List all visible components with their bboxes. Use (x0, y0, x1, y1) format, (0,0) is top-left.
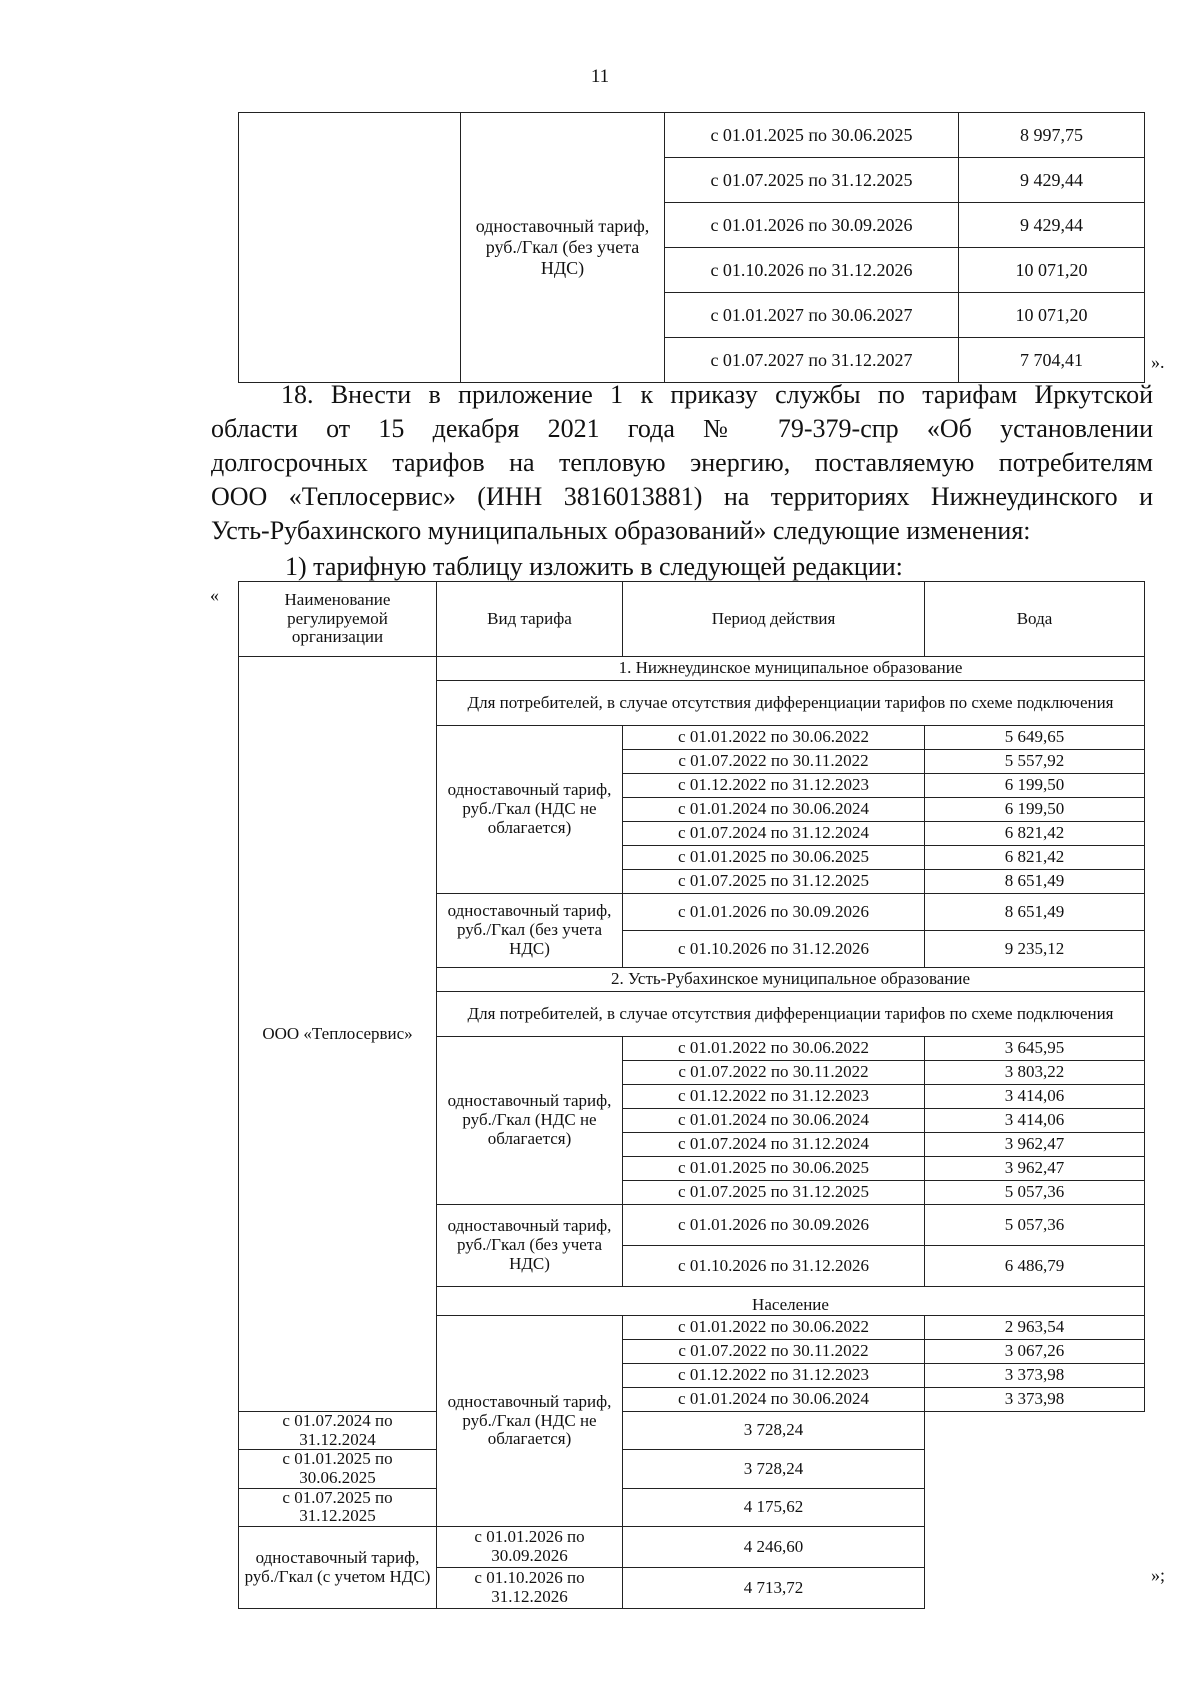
period-cell: с 01.01.2022 по 30.06.2022 (623, 1037, 925, 1061)
period-cell: с 01.10.2026 по 31.12.2026 (623, 1246, 925, 1287)
section-title: 2. Усть-Рубахинское муниципальное образование (437, 968, 1145, 992)
tariff-type-cell: одноставочный тариф, руб./Гкал (НДС не облагается) (437, 726, 623, 894)
value-cell: 5 057,36 (925, 1181, 1145, 1205)
opening-quote: « (210, 585, 219, 605)
section-subtitle: Для потребителей, в случае отсутствия дифференциации тарифов по схеме подключения (437, 992, 1145, 1037)
section-subtitle: Для потребителей, в случае отсутствия дифференциации тарифов по схеме подключения (437, 681, 1145, 726)
period-cell: с 01.07.2025 по 31.12.2025 (623, 1181, 925, 1205)
tariff-table-continued (238, 112, 1145, 383)
value-cell: 8 651,49 (925, 894, 1145, 931)
value-cell: 6 486,79 (925, 1246, 1145, 1287)
table-row (239, 1450, 1145, 1488)
value-cell: 4 713,72 (623, 1568, 925, 1609)
value-cell: 3 962,47 (925, 1133, 1145, 1157)
section-title: Население (437, 1287, 1145, 1316)
value-cell: 3 803,22 (925, 1061, 1145, 1085)
period-cell: с 01.01.2026 по 30.09.2026 (623, 894, 925, 931)
period-cell: с 01.01.2024 по 30.06.2024 (623, 1109, 925, 1133)
tariff-type-cell: одноставочный тариф, руб./Гкал (без учета НДС) (437, 1205, 623, 1287)
value-cell: 3 414,06 (925, 1109, 1145, 1133)
period-cell: с 01.07.2025 по 31.12.2025 (623, 870, 925, 894)
period-cell: с 01.01.2026 по 30.09.2026 (665, 203, 959, 248)
tariff-table (238, 581, 1145, 1609)
period-cell: с 01.07.2024 по 31.12.2024 (623, 1133, 925, 1157)
organization-cell: ООО «Теплосервис» (239, 657, 437, 1412)
value-cell: 4 246,60 (623, 1527, 925, 1568)
period-cell: с 01.01.2025 по 30.06.2025 (239, 1450, 437, 1488)
period-cell: с 01.01.2026 по 30.09.2026 (437, 1527, 623, 1568)
paragraph-line: ООО «Теплосервис» (ИНН 3816013881) на территориях Нижнеудинского и (211, 482, 1153, 511)
period-cell: с 01.10.2026 по 31.12.2026 (665, 248, 959, 293)
period-cell: с 01.07.2022 по 30.11.2022 (623, 1061, 925, 1085)
tariff-type-cell: одноставочный тариф, руб./Гкал (НДС не облагается) (437, 1037, 623, 1205)
tariff-type-cell: одноставочный тариф, руб./Гкал (с учетом НДС) (239, 1527, 437, 1609)
period-cell: с 01.01.2022 по 30.06.2022 (623, 726, 925, 750)
table-row (239, 1412, 1145, 1450)
closing-quote: »; (1151, 1565, 1166, 1585)
period-cell: с 01.01.2027 по 30.06.2027 (665, 293, 959, 338)
value-cell: 10 071,20 (959, 293, 1145, 338)
period-cell: с 01.01.2022 по 30.06.2022 (623, 1316, 925, 1340)
period-cell: с 01.07.2022 по 30.11.2022 (623, 1340, 925, 1364)
header-row (239, 582, 1145, 657)
table1-body (239, 113, 1145, 383)
header-period: Период действия (623, 582, 925, 657)
header-org: Наименование регулируемой организации (239, 582, 437, 657)
value-cell: 9 429,44 (959, 203, 1145, 248)
period-cell: с 01.01.2024 по 30.06.2024 (623, 1388, 925, 1412)
value-cell: 8 651,49 (925, 870, 1145, 894)
value-cell: 3 645,95 (925, 1037, 1145, 1061)
paragraph-line: области от 15 декабря 2021 года № 79-379-спр «Об установлении (211, 414, 1153, 443)
header-water: Вода (925, 582, 1145, 657)
value-cell: 4 175,62 (623, 1488, 925, 1526)
subitem-text: 1) тарифную таблицу изложить в следующей редакции: (285, 552, 903, 581)
period-cell: с 01.01.2026 по 30.09.2026 (623, 1205, 925, 1246)
value-cell: 5 057,36 (925, 1205, 1145, 1246)
period-cell: с 01.07.2024 по 31.12.2024 (623, 822, 925, 846)
period-cell: с 01.12.2022 по 31.12.2023 (623, 774, 925, 798)
section-title: 1. Нижнеудинское муниципальное образование (437, 657, 1145, 681)
value-cell: 6 821,42 (925, 846, 1145, 870)
value-cell: 6 821,42 (925, 822, 1145, 846)
value-cell: 5 557,92 (925, 750, 1145, 774)
value-cell: 3 414,06 (925, 1085, 1145, 1109)
value-cell: 3 728,24 (623, 1412, 925, 1450)
period-cell: с 01.07.2025 по 31.12.2025 (239, 1488, 437, 1526)
period-cell: с 01.07.2025 по 31.12.2025 (665, 158, 959, 203)
paragraph-line: Усть-Рубахинского муниципальных образований» следующие изменения: (211, 516, 1031, 545)
value-cell: 8 997,75 (959, 113, 1145, 158)
period-cell: с 01.12.2022 по 31.12.2023 (623, 1364, 925, 1388)
tariff-type-cell: одноставочный тариф, руб./Гкал (НДС не облагается) (437, 1316, 623, 1527)
page-number: 11 (590, 66, 610, 87)
header-tariff-type: Вид тарифа (437, 582, 623, 657)
paragraph-line: 18. Внести в приложение 1 к приказу службы по тарифам Иркутской (281, 380, 1153, 409)
period-cell: с 01.12.2022 по 31.12.2023 (623, 1085, 925, 1109)
tariff-type-cell: одноставочный тариф, руб./Гкал (без учета НДС) (461, 113, 665, 383)
value-cell: 3 728,24 (623, 1450, 925, 1488)
value-cell: 3 962,47 (925, 1157, 1145, 1181)
value-cell: 5 649,65 (925, 726, 1145, 750)
period-cell: с 01.10.2026 по 31.12.2026 (623, 931, 925, 968)
tariff-type-cell: одноставочный тариф, руб./Гкал (без учета НДС) (437, 894, 623, 968)
value-cell: 3 373,98 (925, 1364, 1145, 1388)
closing-quote: ». (1151, 352, 1165, 372)
value-cell: 7 704,41 (959, 338, 1145, 383)
value-cell: 6 199,50 (925, 774, 1145, 798)
period-cell: с 01.07.2027 по 31.12.2027 (665, 338, 959, 383)
value-cell: 3 067,26 (925, 1340, 1145, 1364)
period-cell: с 01.07.2022 по 30.11.2022 (623, 750, 925, 774)
table2-body (239, 582, 1145, 1609)
value-cell: 9 235,12 (925, 931, 1145, 968)
table-row (239, 1488, 1145, 1526)
value-cell: 3 373,98 (925, 1388, 1145, 1412)
value-cell: 9 429,44 (959, 158, 1145, 203)
value-cell: 2 963,54 (925, 1316, 1145, 1340)
period-cell: с 01.10.2026 по 31.12.2026 (437, 1568, 623, 1609)
table-row (239, 1527, 1145, 1568)
period-cell: с 01.01.2025 по 30.06.2025 (623, 1157, 925, 1181)
value-cell: 10 071,20 (959, 248, 1145, 293)
period-cell: с 01.01.2025 по 30.06.2025 (665, 113, 959, 158)
table-row (239, 113, 1145, 158)
paragraph-line: долгосрочных тарифов на тепловую энергию, поставляемую потребителям (211, 448, 1153, 477)
period-cell: с 01.01.2025 по 30.06.2025 (623, 846, 925, 870)
period-cell: с 01.01.2024 по 30.06.2024 (623, 798, 925, 822)
value-cell: 6 199,50 (925, 798, 1145, 822)
empty-org-cell (239, 113, 461, 383)
period-cell: с 01.07.2024 по 31.12.2024 (239, 1412, 437, 1450)
section-title-row (239, 657, 1145, 681)
